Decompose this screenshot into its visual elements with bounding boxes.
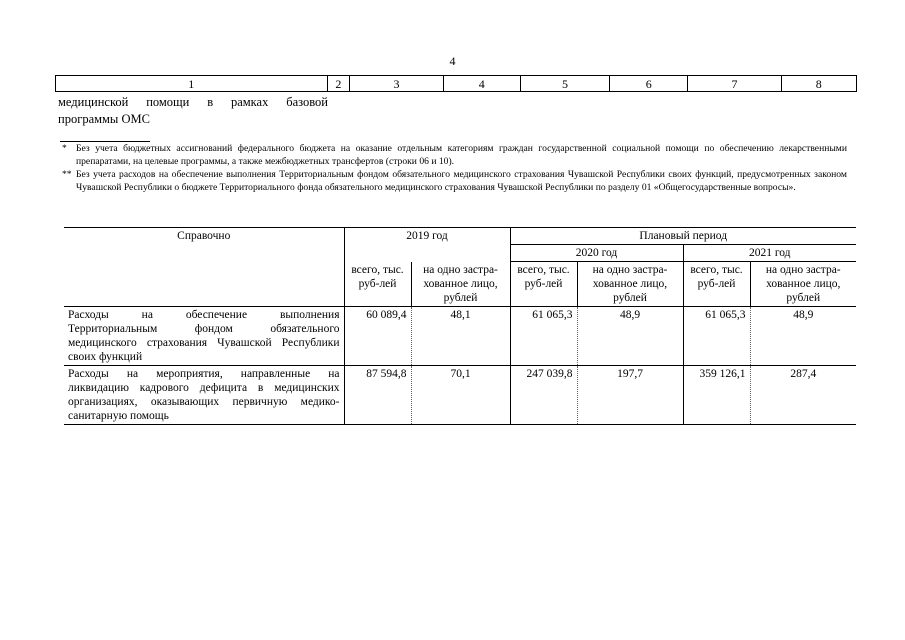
value-cell: 287,4 xyxy=(750,366,856,425)
row-description: Расходы на обеспечение выполнения Территориальным фондом обязательного медицинского страхования Чувашской Республики своих функций xyxy=(64,307,344,366)
row-description: Расходы на мероприятия, направленные на ликвидацию кадрового дефицита в медицинских организациях, оказывающих первичную медико-санитарную помощь xyxy=(64,366,344,425)
value-cell: 61 065,3 xyxy=(510,307,577,366)
total-column-header: всего, тыс. руб-лей xyxy=(344,262,411,307)
value-cell: 70,1 xyxy=(411,366,510,425)
value-cell: 359 126,1 xyxy=(683,366,750,425)
per-person-column-header: на одно застра-хованное лицо, рублей xyxy=(750,262,856,307)
planning-period-header: Плановый период xyxy=(510,228,856,245)
value-cell: 247 039,8 xyxy=(510,366,577,425)
column-number-cell: 5 xyxy=(520,76,609,92)
year-2020-header: 2020 год xyxy=(510,245,683,262)
footnotes xyxy=(62,142,847,194)
value-cell: 48,1 xyxy=(411,307,510,366)
column-number-cell: 2 xyxy=(327,76,350,92)
continuation-text: медицинской помощи в рамках базовой программы ОМС xyxy=(58,95,328,126)
value-cell: 48,9 xyxy=(577,307,683,366)
total-column-header: всего, тыс. руб-лей xyxy=(510,262,577,307)
column-number-cell: 3 xyxy=(350,76,443,92)
column-number-cell: 4 xyxy=(443,76,520,92)
header-row xyxy=(64,228,856,245)
column-number-cell: 7 xyxy=(688,76,781,92)
value-cell: 61 065,3 xyxy=(683,307,750,366)
total-column-header: всего, тыс. руб-лей xyxy=(683,262,750,307)
footnote xyxy=(62,142,847,168)
value-cell: 48,9 xyxy=(750,307,856,366)
table-row xyxy=(64,366,856,425)
value-cell: 197,7 xyxy=(577,366,683,425)
year-2019-header: 2019 год xyxy=(344,228,510,262)
column-number-cell: 6 xyxy=(610,76,688,92)
per-person-column-header: на одно застра-хованное лицо, рублей xyxy=(411,262,510,307)
column-number-cell: 1 xyxy=(56,76,328,92)
reference-header: Справочно xyxy=(64,228,344,307)
column-number-row xyxy=(56,76,857,92)
page-number: 4 xyxy=(449,54,456,68)
column-number-cell: 8 xyxy=(781,76,856,92)
value-cell: 60 089,4 xyxy=(344,307,411,366)
footnote xyxy=(62,168,847,194)
column-number-header-table xyxy=(55,75,857,92)
reference-table xyxy=(64,227,856,425)
per-person-column-header: на одно застра-хованное лицо, рублей xyxy=(577,262,683,307)
footnote-text: Без учета бюджетных ассигнований федерального бюджета на оказание отдельным категориям граждан государственной социальной помощи по обеспечению лекарственными препаратами, на целевые программы, а также межбюджетных трансфертов (строки 06 и 10). xyxy=(76,143,847,167)
table-row xyxy=(64,307,856,366)
footnote-mark: ** xyxy=(62,169,72,180)
year-2021-header: 2021 год xyxy=(683,245,856,262)
value-cell: 87 594,8 xyxy=(344,366,411,425)
footnote-mark: * xyxy=(62,143,67,154)
footnote-text: Без учета расходов на обеспечение выполнения Территориальным фондом обязательного медицинского страхования Чувашской Республики своих функций, предусмотренных законом Чувашской Республики о бюджете Территориального фонда обязательного медицинского страхования Чувашской Республики по разделу 01 «Общегосударственные вопросы». xyxy=(76,169,847,193)
